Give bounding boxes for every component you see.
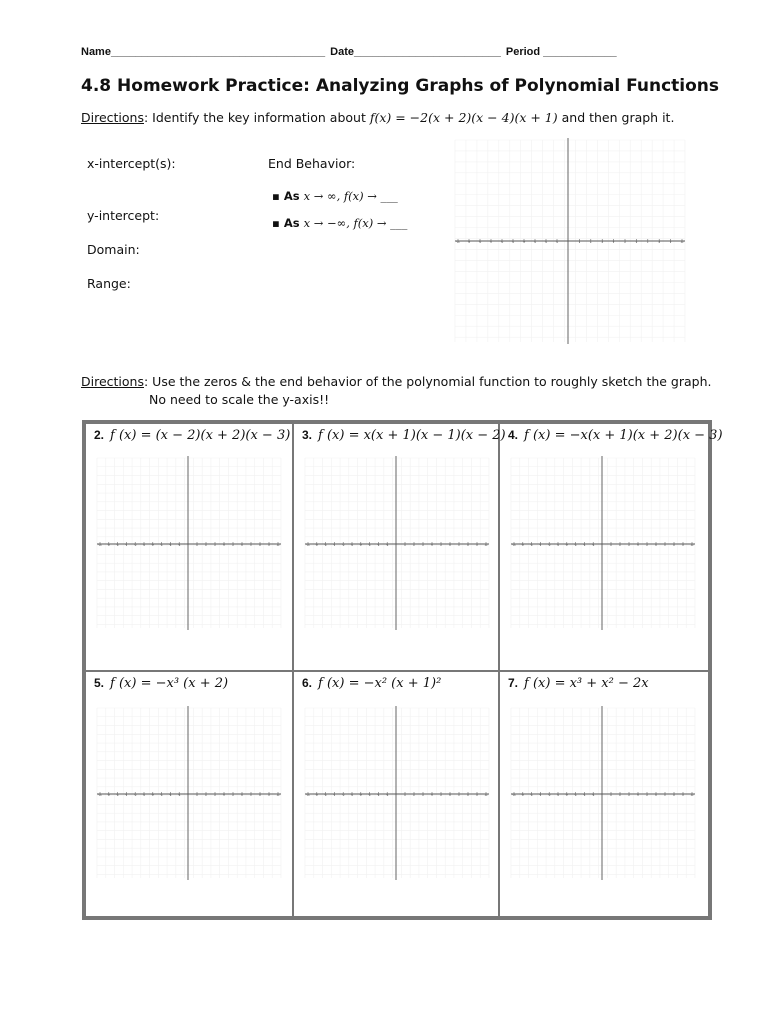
problem-grid	[82, 420, 723, 920]
x-tick-label: 6	[241, 543, 243, 547]
problem-label	[508, 676, 649, 691]
x-tick-label: -1	[385, 793, 389, 797]
x-tick-label: 4	[637, 543, 639, 547]
period-field[interactable]: Period ____________	[505, 46, 617, 58]
x-tick-label: 9	[682, 543, 684, 547]
x-tick-label: -10	[305, 543, 311, 547]
x-tick-label: -5	[556, 543, 560, 547]
x-tick-label: 6	[241, 793, 243, 797]
problem-function: f (x) = −x² (x + 1)²	[318, 676, 442, 691]
x-tick-label: -9	[107, 793, 111, 797]
x-tick-label: -3	[160, 543, 163, 547]
x-tick-label: -2	[583, 543, 586, 547]
x-tick-label: -7	[125, 543, 128, 547]
problem-coordinate-plane[interactable]	[92, 704, 286, 882]
x-tick-label: 1	[196, 543, 198, 547]
x-tick-label: 5	[440, 543, 442, 547]
x-tick-label: 9	[476, 543, 478, 547]
x-tick-label: 6	[635, 240, 638, 244]
end-behavior-item-1	[272, 189, 398, 203]
x-tick-label: -5	[142, 793, 146, 797]
x-tick-label: 10	[276, 543, 280, 547]
main-coordinate-plane[interactable]	[450, 136, 690, 346]
x-tick-label: 7	[458, 543, 460, 547]
x-tick-label: 5	[232, 543, 234, 547]
x-tick-label: -6	[341, 543, 345, 547]
x-tick-label: -7	[333, 793, 336, 797]
x-tick-label: 7	[458, 793, 460, 797]
end-behavior-prefix: As	[283, 189, 304, 203]
x-tick-label: -1	[385, 543, 389, 547]
directions-label: Directions	[81, 374, 144, 389]
x-tick-label: 5	[624, 240, 626, 244]
x-tick-label: 1	[196, 793, 198, 797]
x-tick-label: 7	[664, 793, 666, 797]
x-tick-label: 3	[214, 793, 216, 797]
x-tick-label: -10	[511, 543, 517, 547]
main-function: f(x) = −2(x + 2)(x − 4)(x + 1)	[369, 110, 558, 125]
x-tick-label: -2	[377, 793, 380, 797]
x-tick-label: 9	[476, 793, 478, 797]
x-tick-label: -1	[177, 793, 181, 797]
x-tick-label: -10	[97, 543, 103, 547]
problem-function: f (x) = (x − 2)(x + 2)(x − 3)	[110, 428, 291, 443]
x-tick-label: -7	[125, 793, 128, 797]
problem-number: 6.	[302, 676, 313, 690]
x-tick-label: -5	[142, 543, 146, 547]
x-tick-label: -9	[521, 793, 525, 797]
x-tick-label: 1	[610, 543, 612, 547]
x-tick-label: 8	[467, 793, 469, 797]
x-tick-label: 2	[413, 793, 415, 797]
x-tick-label: 10	[484, 543, 488, 547]
x-tick-label: -4	[151, 543, 155, 547]
x-tick-label: 3	[214, 543, 216, 547]
x-tick-label: -8	[116, 543, 119, 547]
x-tick-label: 6	[449, 543, 451, 547]
x-tick-label: -2	[377, 543, 380, 547]
y-intercept-label: y-intercept:	[87, 208, 160, 223]
x-tick-label: 10	[690, 543, 694, 547]
x-tick-label: -6	[341, 793, 345, 797]
problem-function: f (x) = x(x + 1)(x − 1)(x − 2)	[318, 428, 506, 443]
x-tick-label: 8	[673, 543, 675, 547]
header-fields	[81, 46, 691, 58]
x-tick-label: 4	[223, 543, 225, 547]
x-tick-label: 10	[276, 793, 280, 797]
x-tick-label: -5	[350, 793, 354, 797]
end-behavior-title: End Behavior:	[268, 156, 356, 171]
x-tick-label: 9	[268, 793, 270, 797]
x-tick-label: -4	[151, 793, 155, 797]
x-tick-label: 5	[440, 793, 442, 797]
x-tick-label: -4	[359, 543, 363, 547]
x-intercepts-label: x-intercept(s):	[87, 156, 176, 171]
x-tick-label: 4	[431, 793, 433, 797]
x-tick-label: 6	[449, 793, 451, 797]
bullet-icon: ▪	[272, 216, 280, 230]
x-tick-label: -4	[359, 793, 363, 797]
problem-label	[508, 428, 723, 443]
x-tick-label: 3	[628, 793, 630, 797]
x-tick-label: 10	[680, 240, 684, 244]
directions-1	[81, 110, 674, 125]
problem-number: 2.	[94, 428, 105, 442]
x-tick-label: 8	[673, 793, 675, 797]
problem-number: 7.	[508, 676, 519, 690]
x-tick-label: 10	[690, 793, 694, 797]
x-tick-label: -6	[133, 793, 137, 797]
x-tick-label: 6	[655, 793, 657, 797]
x-tick-label: -8	[530, 793, 533, 797]
name-field[interactable]: Name___________________________________	[81, 46, 326, 58]
problem-function: f (x) = x³ + x² − 2x	[524, 676, 649, 691]
x-tick-label: -8	[530, 543, 533, 547]
x-tick-label: -7	[539, 543, 542, 547]
x-tick-label: 8	[259, 793, 261, 797]
x-tick-label: -1	[591, 543, 595, 547]
x-tick-label: 9	[268, 543, 270, 547]
x-tick-label: -10	[305, 793, 311, 797]
x-tick-label: -7	[333, 543, 336, 547]
x-tick-label: -1	[177, 543, 181, 547]
x-tick-label: 1	[404, 543, 406, 547]
x-tick-label: -4	[565, 543, 569, 547]
problem-number: 3.	[302, 428, 313, 442]
x-tick-label: -10	[97, 793, 103, 797]
directions-label: Directions	[81, 110, 144, 125]
problem-coordinate-plane[interactable]	[506, 704, 700, 882]
x-tick-label: 3	[422, 543, 424, 547]
x-tick-label: 4	[612, 240, 615, 244]
x-tick-label: 7	[664, 543, 666, 547]
x-tick-label: 7	[250, 543, 252, 547]
directions-note: No need to scale the y-axis!!	[149, 392, 330, 407]
x-tick-label: -9	[467, 240, 471, 244]
x-tick-label: 1	[610, 793, 612, 797]
directions-text: : Use the zeros & the end behavior of the polynomial function to roughly sketch the graph.	[143, 374, 712, 389]
problem-cell-3	[293, 423, 506, 671]
directions-text-after: and then graph it.	[557, 110, 675, 125]
x-tick-label: -6	[500, 240, 504, 244]
x-tick-label: -2	[544, 240, 548, 244]
problem-number: 4.	[508, 428, 519, 442]
x-tick-label: 2	[205, 793, 207, 797]
x-tick-label: 7	[646, 240, 649, 244]
x-tick-label: -9	[315, 793, 319, 797]
x-tick-label: 4	[223, 793, 225, 797]
x-tick-label: -7	[489, 240, 493, 244]
x-tick-label: 2	[619, 543, 621, 547]
x-tick-label: -10	[455, 240, 461, 244]
problem-cell-6	[293, 671, 499, 917]
x-tick-label: -4	[565, 793, 569, 797]
range-label: Range:	[87, 276, 131, 291]
problem-function: f (x) = −x(x + 1)(x + 2)(x − 3)	[524, 428, 723, 443]
x-tick-label: 8	[259, 543, 261, 547]
end-behavior-expr: x → ∞, f(x) → ___	[303, 189, 398, 203]
x-tick-label: -2	[583, 793, 586, 797]
x-tick-label: -8	[116, 793, 119, 797]
problem-cell-7	[499, 671, 709, 917]
problem-coordinate-plane[interactable]	[300, 704, 494, 882]
problem-cell-5	[85, 671, 293, 917]
x-tick-label: -3	[574, 543, 577, 547]
x-tick-label: -7	[539, 793, 542, 797]
date-field[interactable]: Date________________________	[330, 46, 501, 58]
x-tick-label: 9	[682, 793, 684, 797]
x-tick-label: -8	[324, 793, 327, 797]
directions-text: : Identify the key information about	[143, 110, 370, 125]
problem-label	[302, 428, 506, 443]
domain-label: Domain:	[87, 242, 140, 257]
x-tick-label: -8	[324, 543, 327, 547]
x-tick-label: 2	[589, 240, 592, 244]
x-tick-label: -9	[521, 543, 525, 547]
x-tick-label: -5	[511, 240, 515, 244]
x-tick-label: -6	[547, 793, 551, 797]
x-tick-label: -5	[350, 543, 354, 547]
x-tick-label: -9	[107, 543, 111, 547]
x-tick-label: -6	[133, 543, 137, 547]
x-tick-label: -5	[556, 793, 560, 797]
end-behavior-prefix: As	[283, 216, 304, 230]
x-tick-label: -8	[478, 240, 482, 244]
x-tick-label: 3	[422, 793, 424, 797]
x-tick-label: 9	[669, 240, 672, 244]
x-tick-label: 8	[467, 543, 469, 547]
x-tick-label: -2	[169, 793, 172, 797]
x-tick-label: -3	[574, 793, 577, 797]
x-tick-label: -3	[160, 793, 163, 797]
x-tick-label: -1	[555, 240, 559, 244]
problem-cell-4	[499, 423, 723, 671]
problem-coordinate-plane[interactable]	[92, 454, 286, 632]
problem-label	[94, 676, 228, 691]
bullet-icon: ▪	[272, 189, 280, 203]
x-tick-label: 3	[628, 543, 630, 547]
x-tick-label: 6	[655, 543, 657, 547]
x-tick-label: -2	[169, 543, 172, 547]
problem-coordinate-plane[interactable]	[300, 454, 494, 632]
x-tick-label: 8	[658, 240, 661, 244]
x-tick-label: 2	[205, 543, 207, 547]
x-tick-label: -10	[511, 793, 517, 797]
problem-coordinate-plane[interactable]	[506, 454, 700, 632]
x-tick-label: 2	[619, 793, 621, 797]
x-tick-label: -3	[368, 543, 371, 547]
x-tick-label: -1	[591, 793, 595, 797]
x-tick-label: 4	[637, 793, 639, 797]
x-tick-label: 5	[232, 793, 234, 797]
x-tick-label: -3	[368, 793, 371, 797]
x-tick-label: -9	[315, 543, 319, 547]
x-tick-label: -6	[547, 543, 551, 547]
directions-2	[81, 373, 721, 409]
x-tick-label: -4	[522, 240, 526, 244]
x-tick-label: -3	[533, 240, 537, 244]
x-tick-label: 5	[646, 793, 648, 797]
problem-label	[94, 428, 290, 443]
x-tick-label: 1	[404, 793, 406, 797]
x-tick-label: 3	[601, 240, 604, 244]
page-title: 4.8 Homework Practice: Analyzing Graphs of Polynomial Functions	[81, 76, 719, 96]
problem-cell-2	[85, 423, 293, 671]
x-tick-label: 4	[431, 543, 433, 547]
end-behavior-item-2	[272, 216, 407, 230]
x-tick-label: 1	[578, 240, 581, 244]
problem-function: f (x) = −x³ (x + 2)	[110, 676, 229, 691]
problem-label	[302, 676, 441, 691]
x-tick-label: 10	[484, 793, 488, 797]
problem-number: 5.	[94, 676, 105, 690]
x-tick-label: 7	[250, 793, 252, 797]
end-behavior-expr: x → −∞, f(x) → ___	[303, 216, 408, 230]
x-tick-label: 5	[646, 543, 648, 547]
x-tick-label: 2	[413, 543, 415, 547]
